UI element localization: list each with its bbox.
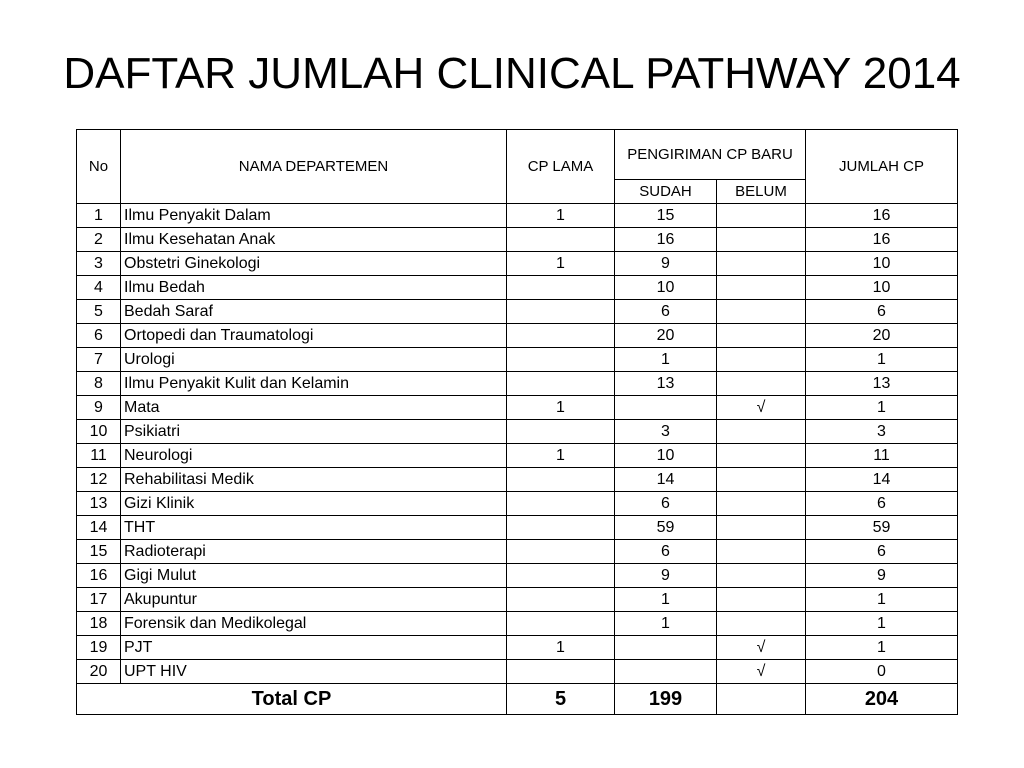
cell-cp-lama — [507, 420, 615, 444]
table-body — [77, 204, 958, 684]
cell-no: 5 — [77, 300, 121, 324]
cell-sudah: 59 — [615, 516, 717, 540]
table-row — [77, 276, 958, 300]
cell-nama-departemen: Ilmu Bedah — [121, 276, 507, 300]
cell-jumlah-cp: 14 — [806, 468, 958, 492]
cell-no: 3 — [77, 252, 121, 276]
header-pengiriman-cp-baru: PENGIRIMAN CP BARU — [615, 130, 806, 180]
table-row — [77, 348, 958, 372]
cell-nama-departemen: Ilmu Penyakit Dalam — [121, 204, 507, 228]
cell-belum — [717, 324, 806, 348]
table-row — [77, 516, 958, 540]
cell-nama-departemen: Ilmu Kesehatan Anak — [121, 228, 507, 252]
cell-cp-lama — [507, 588, 615, 612]
cell-sudah: 15 — [615, 204, 717, 228]
header-no: No — [77, 130, 121, 204]
cell-jumlah-cp: 3 — [806, 420, 958, 444]
cell-nama-departemen: THT — [121, 516, 507, 540]
cell-cp-lama — [507, 516, 615, 540]
cell-nama-departemen: Akupuntur — [121, 588, 507, 612]
cell-no: 1 — [77, 204, 121, 228]
cell-nama-departemen: Ortopedi dan Traumatologi — [121, 324, 507, 348]
page-title: DAFTAR JUMLAH CLINICAL PATHWAY 2014 — [63, 49, 961, 98]
cell-sudah: 3 — [615, 420, 717, 444]
cell-sudah: 1 — [615, 588, 717, 612]
cell-belum — [717, 300, 806, 324]
header-cp-lama: CP LAMA — [507, 130, 615, 204]
cell-cp-lama: 1 — [507, 444, 615, 468]
cell-sudah — [615, 636, 717, 660]
cell-jumlah-cp: 13 — [806, 372, 958, 396]
cell-belum — [717, 372, 806, 396]
cell-jumlah-cp: 1 — [806, 612, 958, 636]
table-row — [77, 204, 958, 228]
cell-no: 11 — [77, 444, 121, 468]
cell-no: 9 — [77, 396, 121, 420]
cell-jumlah-cp: 1 — [806, 588, 958, 612]
cell-nama-departemen: Ilmu Penyakit Kulit dan Kelamin — [121, 372, 507, 396]
table-row — [77, 660, 958, 684]
cell-sudah: 16 — [615, 228, 717, 252]
cell-cp-lama — [507, 564, 615, 588]
cell-belum — [717, 276, 806, 300]
cell-cp-lama — [507, 372, 615, 396]
header-nama-departemen: NAMA DEPARTEMEN — [121, 130, 507, 204]
cell-jumlah-cp: 9 — [806, 564, 958, 588]
cell-belum — [717, 444, 806, 468]
cell-jumlah-cp: 11 — [806, 444, 958, 468]
cell-sudah: 13 — [615, 372, 717, 396]
cell-cp-lama: 1 — [507, 204, 615, 228]
cell-jumlah-cp: 1 — [806, 396, 958, 420]
table-row — [77, 636, 958, 660]
cell-cp-lama — [507, 660, 615, 684]
total-sudah: 199 — [615, 684, 717, 715]
table-row — [77, 492, 958, 516]
cell-no: 13 — [77, 492, 121, 516]
total-belum — [717, 684, 806, 715]
cell-jumlah-cp: 16 — [806, 204, 958, 228]
cell-sudah — [615, 660, 717, 684]
cell-belum: √ — [717, 636, 806, 660]
cell-no: 16 — [77, 564, 121, 588]
cell-jumlah-cp: 16 — [806, 228, 958, 252]
cell-sudah: 9 — [615, 252, 717, 276]
cell-nama-departemen: Obstetri Ginekologi — [121, 252, 507, 276]
cell-jumlah-cp: 20 — [806, 324, 958, 348]
cell-jumlah-cp: 1 — [806, 636, 958, 660]
cell-jumlah-cp: 10 — [806, 276, 958, 300]
cell-sudah: 6 — [615, 492, 717, 516]
header-jumlah-cp: JUMLAH CP — [806, 130, 958, 204]
cell-belum — [717, 420, 806, 444]
cell-sudah: 20 — [615, 324, 717, 348]
clinical-pathway-table — [76, 129, 958, 715]
cell-nama-departemen: Neurologi — [121, 444, 507, 468]
table-row — [77, 564, 958, 588]
cell-jumlah-cp: 6 — [806, 492, 958, 516]
table-row — [77, 252, 958, 276]
cell-cp-lama — [507, 468, 615, 492]
cell-sudah: 9 — [615, 564, 717, 588]
cell-no: 2 — [77, 228, 121, 252]
cell-belum — [717, 228, 806, 252]
cell-nama-departemen: Radioterapi — [121, 540, 507, 564]
cell-sudah: 1 — [615, 612, 717, 636]
total-cp-lama: 5 — [507, 684, 615, 715]
cell-no: 15 — [77, 540, 121, 564]
cell-no: 10 — [77, 420, 121, 444]
cell-belum — [717, 468, 806, 492]
cell-belum — [717, 492, 806, 516]
cell-no: 17 — [77, 588, 121, 612]
table-row — [77, 300, 958, 324]
header-belum: BELUM — [717, 180, 806, 204]
cell-cp-lama: 1 — [507, 636, 615, 660]
cell-sudah — [615, 396, 717, 420]
table-row — [77, 468, 958, 492]
table-row — [77, 324, 958, 348]
cell-jumlah-cp: 10 — [806, 252, 958, 276]
cell-belum — [717, 348, 806, 372]
cell-cp-lama — [507, 324, 615, 348]
cell-nama-departemen: Psikiatri — [121, 420, 507, 444]
table-row — [77, 588, 958, 612]
cell-nama-departemen: Bedah Saraf — [121, 300, 507, 324]
cell-jumlah-cp: 1 — [806, 348, 958, 372]
cell-belum — [717, 540, 806, 564]
cell-nama-departemen: Rehabilitasi Medik — [121, 468, 507, 492]
cell-nama-departemen: PJT — [121, 636, 507, 660]
cell-cp-lama — [507, 612, 615, 636]
cell-jumlah-cp: 6 — [806, 300, 958, 324]
cell-cp-lama — [507, 540, 615, 564]
cell-belum — [717, 252, 806, 276]
cell-belum — [717, 564, 806, 588]
table-row — [77, 372, 958, 396]
header-sudah: SUDAH — [615, 180, 717, 204]
cell-nama-departemen: Mata — [121, 396, 507, 420]
cell-nama-departemen: Gigi Mulut — [121, 564, 507, 588]
cell-sudah: 10 — [615, 444, 717, 468]
cell-no: 6 — [77, 324, 121, 348]
cell-sudah: 1 — [615, 348, 717, 372]
total-jumlah: 204 — [806, 684, 958, 715]
cell-belum — [717, 204, 806, 228]
cell-belum: √ — [717, 660, 806, 684]
total-row — [77, 684, 958, 715]
table-row — [77, 228, 958, 252]
cell-no: 7 — [77, 348, 121, 372]
cell-sudah: 6 — [615, 300, 717, 324]
cell-belum: √ — [717, 396, 806, 420]
cell-cp-lama: 1 — [507, 396, 615, 420]
cell-no: 12 — [77, 468, 121, 492]
cell-nama-departemen: Gizi Klinik — [121, 492, 507, 516]
table-row — [77, 612, 958, 636]
cell-jumlah-cp: 59 — [806, 516, 958, 540]
total-label: Total CP — [77, 684, 507, 715]
cell-jumlah-cp: 6 — [806, 540, 958, 564]
cell-no: 8 — [77, 372, 121, 396]
table-row — [77, 396, 958, 420]
cell-nama-departemen: Urologi — [121, 348, 507, 372]
cell-cp-lama — [507, 228, 615, 252]
cell-no: 19 — [77, 636, 121, 660]
cell-no: 20 — [77, 660, 121, 684]
table-row — [77, 540, 958, 564]
cell-nama-departemen: Forensik dan Medikolegal — [121, 612, 507, 636]
cell-belum — [717, 516, 806, 540]
cell-no: 18 — [77, 612, 121, 636]
cell-belum — [717, 588, 806, 612]
cell-no: 4 — [77, 276, 121, 300]
cell-no: 14 — [77, 516, 121, 540]
table-row — [77, 420, 958, 444]
cell-cp-lama — [507, 276, 615, 300]
table-row — [77, 444, 958, 468]
cell-sudah: 6 — [615, 540, 717, 564]
cell-sudah: 10 — [615, 276, 717, 300]
cell-cp-lama: 1 — [507, 252, 615, 276]
cell-sudah: 14 — [615, 468, 717, 492]
cell-nama-departemen: UPT HIV — [121, 660, 507, 684]
cell-belum — [717, 612, 806, 636]
cell-jumlah-cp: 0 — [806, 660, 958, 684]
cell-cp-lama — [507, 492, 615, 516]
cell-cp-lama — [507, 300, 615, 324]
cell-cp-lama — [507, 348, 615, 372]
